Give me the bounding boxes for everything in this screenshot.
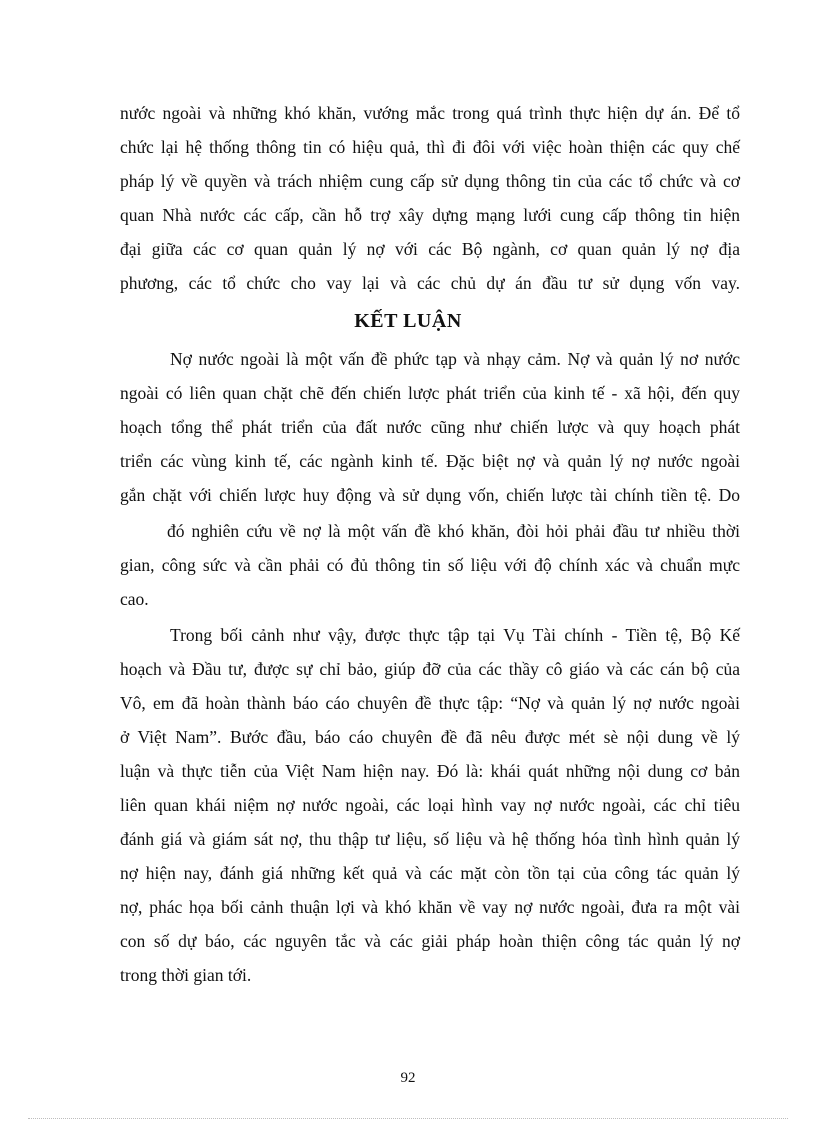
paragraph-line: ở Việt Nam”. Bước đầu, báo cáo chuyên đề đã nêu được mét sè nội dung về lý	[120, 727, 740, 747]
paragraph-line: gắn chặt với chiến lược huy động và sử dụng vốn, chiến lược tài chính tiền tệ. Do	[120, 485, 740, 505]
section-heading: KẾT LUẬN	[354, 310, 462, 332]
continuation-line: pháp lý về quyền và trách nhiệm cung cấp sử dụng thông tin của các tổ chức và cơ	[120, 171, 740, 191]
continuation-line: đại giữa các cơ quan quản lý nợ với các Bộ ngành, cơ quan quản lý nợ địa	[120, 239, 740, 259]
paragraph-line: con số dự báo, các nguyên tắc và các giải pháp hoàn thiện công tác quản lý nợ	[120, 931, 740, 951]
page-bottom-divider	[28, 1118, 788, 1119]
continuation-line: chức lại hệ thống thông tin có hiệu quả, thì đi đôi với việc hoàn thiện các quy chế	[120, 137, 740, 157]
paragraph-line: đánh giá và giám sát nợ, thu thập tư liệu, số liệu và hệ thống hóa tình hình quản lý	[120, 829, 740, 849]
paragraph-line: nợ hiện nay, đánh giá những kết quả và các mặt còn tồn tại của công tác quản lý	[120, 863, 740, 883]
paragraph-line: đó nghiên cứu về nợ là một vấn đề khó khăn, đòi hỏi phải đầu tư nhiều thời	[167, 521, 740, 541]
page-number: 92	[400, 1070, 416, 1086]
continuation-line: nước ngoài và những khó khăn, vướng mắc trong quá trình thực hiện dự án. Để tổ	[120, 103, 740, 123]
paragraph-line: ngoài có liên quan chặt chẽ đến chiến lược phát triển của kinh tế - xã hội, đến quy	[120, 383, 740, 403]
paragraph-line: nợ, phác họa bối cảnh thuận lợi và khó khăn về vay nợ nước ngoài, đưa ra một vài	[120, 897, 740, 917]
continuation-line: phương, các tổ chức cho vay lại và các chủ dự án đầu tư sử dụng vốn vay.	[120, 273, 740, 293]
paragraph-line: liên quan khái niệm nợ nước ngoài, các loại hình vay nợ nước ngoài, các chỉ tiêu	[120, 795, 740, 815]
continuation-line: quan Nhà nước các cấp, cần hỗ trợ xây dựng mạng lưới cung cấp thông tin hiện	[120, 205, 740, 225]
paragraph-line: Nợ nước ngoài là một vấn đề phức tạp và nhạy cảm. Nợ và quản lý nơ nước	[170, 349, 740, 369]
paragraph-line: trong thời gian tới.	[120, 965, 252, 985]
paragraph-line: triển các vùng kinh tế, các ngành kinh tế. Đặc biệt nợ và quản lý nợ nước ngoài	[120, 451, 740, 471]
paragraph-line: hoạch và Đầu tư, được sự chỉ bảo, giúp đỡ của các thầy cô giáo và các cán bộ của	[120, 659, 740, 679]
paragraph-line: gian, công sức và cần phải có đủ thông tin số liệu với độ chính xác và chuẩn mực	[120, 555, 740, 575]
paragraph-line: Vô, em đã hoàn thành báo cáo chuyên đề thực tập: “Nợ và quản lý nợ nước ngoài	[120, 693, 740, 713]
paragraph-line: Trong bối cảnh như vậy, được thực tập tại Vụ Tài chính - Tiền tệ, Bộ Kế	[170, 625, 740, 645]
paragraph-line: luận và thực tiễn của Việt Nam hiện nay. Đó là: khái quát những nội dung cơ bản	[120, 761, 740, 781]
paragraph-line: cao.	[120, 589, 149, 609]
paragraph-line: hoạch tổng thể phát triển của đất nước cũng như chiến lược và quy hoạch phát	[120, 417, 740, 437]
